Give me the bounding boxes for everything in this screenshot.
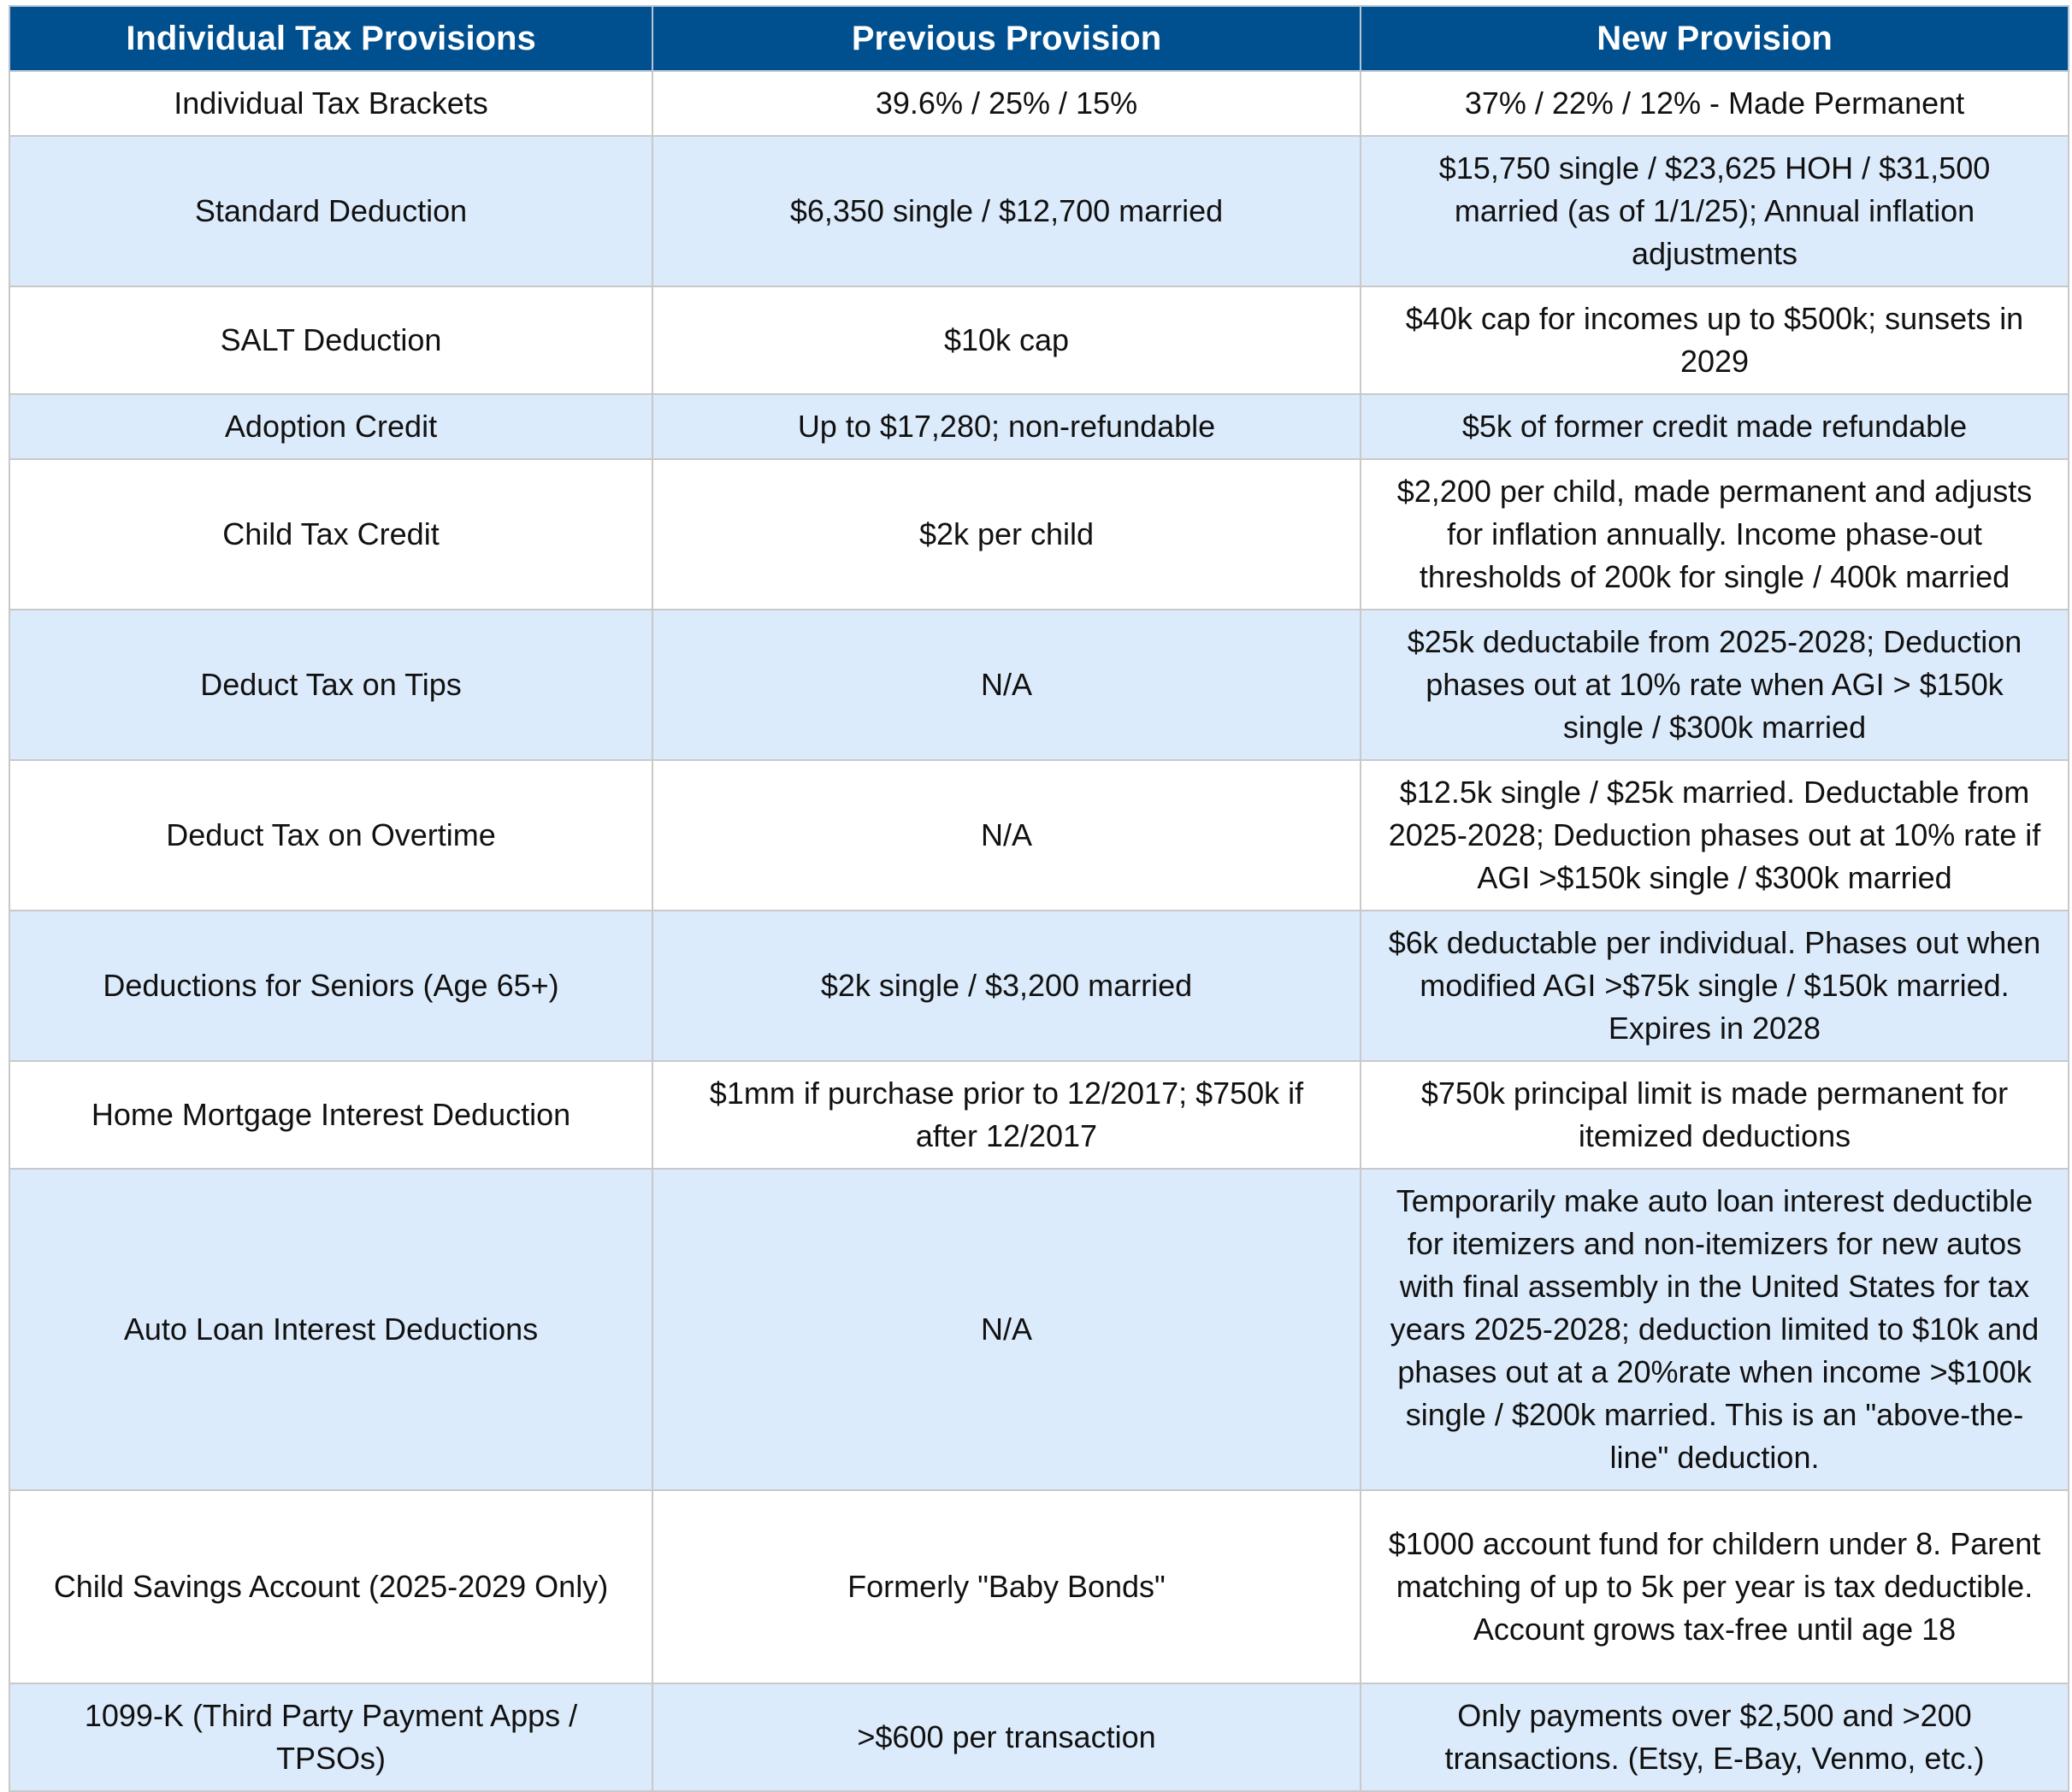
new-provision-cell: $2,200 per child, made permanent and adjusts for inflation annually. Income phase-out thresholds of 200k for single / 400k married: [1361, 459, 2069, 610]
previous-provision-cell: N/A: [652, 1169, 1361, 1490]
header-individual-tax-provisions: Individual Tax Provisions: [9, 6, 652, 71]
new-provision-cell: $750k principal limit is made permanent for itemized deductions: [1361, 1061, 2069, 1169]
table-row: [9, 71, 2069, 136]
tax-provisions-table: [9, 5, 2069, 1792]
table-row: [9, 760, 2069, 911]
header-new-provision: New Provision: [1361, 6, 2069, 71]
table-header: [9, 6, 2069, 71]
new-provision-cell: Temporarily make auto loan interest deductible for itemizers and non-itemizers for new autos with final assembly in the United States for tax years 2025-2028; deduction limited to $10k and phases out at a 20%rate when income >$100k single / $200k married. This is an "above-the-line" deduction.: [1361, 1169, 2069, 1490]
provision-name-cell: Deduct Tax on Tips: [9, 610, 652, 760]
previous-provision-cell: Up to $17,280; non-refundable: [652, 394, 1361, 459]
table-row: [9, 1490, 2069, 1683]
previous-provision-cell: $1mm if purchase prior to 12/2017; $750k if after 12/2017: [652, 1061, 1361, 1169]
table-row: [9, 1061, 2069, 1169]
provision-name-cell: Adoption Credit: [9, 394, 652, 459]
header-previous-provision: Previous Provision: [652, 6, 1361, 71]
provision-name-cell: Child Savings Account (2025-2029 Only): [9, 1490, 652, 1683]
provision-name-cell: Child Tax Credit: [9, 459, 652, 610]
table-row: [9, 1683, 2069, 1791]
new-provision-cell: $40k cap for incomes up to $500k; sunsets in 2029: [1361, 286, 2069, 394]
new-provision-cell: $1000 account fund for childern under 8. Parent matching of up to 5k per year is tax deductible. Account grows tax-free until age 18: [1361, 1490, 2069, 1683]
previous-provision-cell: N/A: [652, 610, 1361, 760]
new-provision-cell: Only payments over $2,500 and >200 transactions. (Etsy, E-Bay, Venmo, etc.): [1361, 1683, 2069, 1791]
previous-provision-cell: $2k per child: [652, 459, 1361, 610]
new-provision-cell: $12.5k single / $25k married. Deductable from 2025-2028; Deduction phases out at 10% rate if AGI >$150k single / $300k married: [1361, 760, 2069, 911]
previous-provision-cell: $2k single / $3,200 married: [652, 911, 1361, 1061]
tax-provisions-page: [9, 5, 2069, 1792]
new-provision-cell: $5k of former credit made refundable: [1361, 394, 2069, 459]
previous-provision-cell: 39.6% / 25% / 15%: [652, 71, 1361, 136]
table-body: [9, 71, 2069, 1791]
table-row: [9, 286, 2069, 394]
header-row: [9, 6, 2069, 71]
new-provision-cell: $6k deductable per individual. Phases out when modified AGI >$75k single / $150k married. Expires in 2028: [1361, 911, 2069, 1061]
provision-name-cell: Deduct Tax on Overtime: [9, 760, 652, 911]
new-provision-cell: $15,750 single / $23,625 HOH / $31,500 married (as of 1/1/25); Annual inflation adjustments: [1361, 136, 2069, 286]
new-provision-cell: $25k deductabile from 2025-2028; Deduction phases out at 10% rate when AGI > $150k single / $300k married: [1361, 610, 2069, 760]
provision-name-cell: 1099-K (Third Party Payment Apps / TPSOs): [9, 1683, 652, 1791]
provision-name-cell: Auto Loan Interest Deductions: [9, 1169, 652, 1490]
previous-provision-cell: N/A: [652, 760, 1361, 911]
table-row: [9, 610, 2069, 760]
table-row: [9, 911, 2069, 1061]
previous-provision-cell: $10k cap: [652, 286, 1361, 394]
provision-name-cell: SALT Deduction: [9, 286, 652, 394]
previous-provision-cell: >$600 per transaction: [652, 1683, 1361, 1791]
table-row: [9, 1169, 2069, 1490]
provision-name-cell: Deductions for Seniors (Age 65+): [9, 911, 652, 1061]
new-provision-cell: 37% / 22% / 12% - Made Permanent: [1361, 71, 2069, 136]
previous-provision-cell: $6,350 single / $12,700 married: [652, 136, 1361, 286]
provision-name-cell: Individual Tax Brackets: [9, 71, 652, 136]
table-row: [9, 459, 2069, 610]
provision-name-cell: Standard Deduction: [9, 136, 652, 286]
previous-provision-cell: Formerly "Baby Bonds": [652, 1490, 1361, 1683]
table-row: [9, 394, 2069, 459]
provision-name-cell: Home Mortgage Interest Deduction: [9, 1061, 652, 1169]
table-row: [9, 136, 2069, 286]
